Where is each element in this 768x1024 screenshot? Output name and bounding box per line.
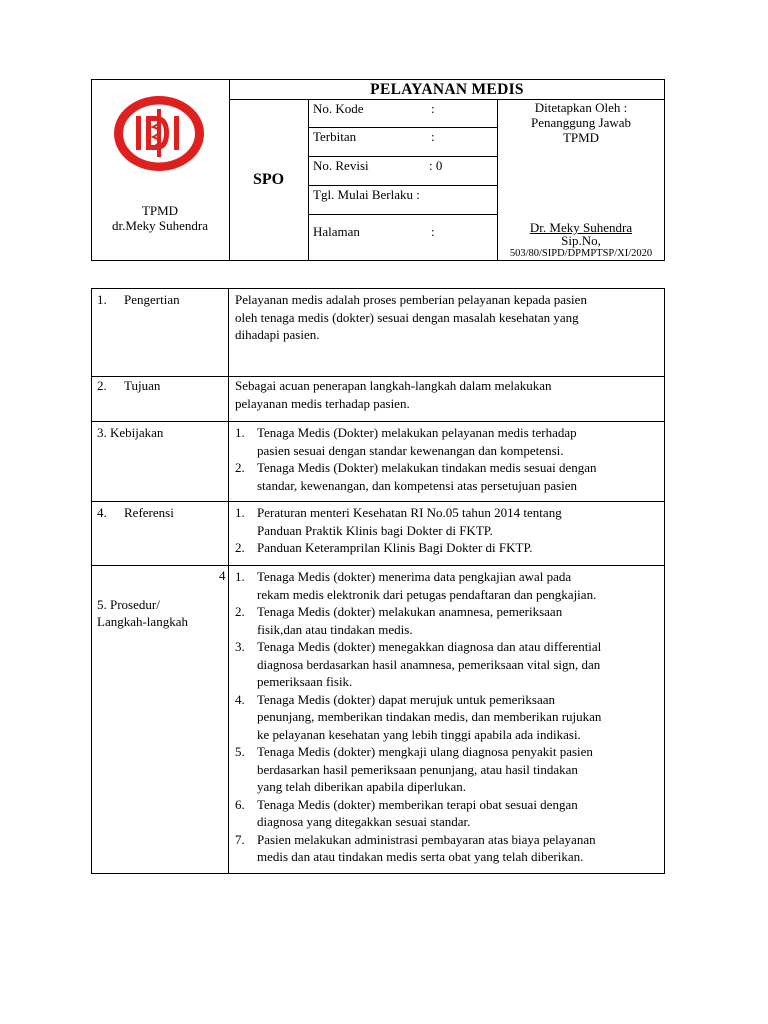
list-item (235, 504, 562, 539)
list-item-num: 6. (235, 796, 245, 812)
list-item-line: Tenaga Medis (dokter) menerima data pengkajian awal pada (257, 569, 572, 584)
field-tgl-mulai-label: Tgl. Mulai Berlaku : (313, 187, 420, 202)
list-item-line: Tenaga Medis (dokter) memberikan terapi obat sesuai dengan (257, 796, 578, 812)
list-item-line: Tenaga Medis (Dokter) melakukan pelayanan medis terhadap (257, 425, 577, 440)
list-item (235, 638, 601, 691)
org-name: TPMD (141, 203, 179, 218)
list-item-line: ke pelayanan kesehatan yang lebih tinggi apabila ada indikasi. (257, 726, 581, 742)
list-item (235, 796, 601, 831)
list-item-num: 5. (235, 744, 245, 759)
list-item (235, 568, 601, 603)
prosedur-list (235, 568, 601, 866)
list-item-line: berdasarkan hasil pemeriksaan penunjang, atau hasil tindakan (257, 761, 578, 777)
referensi-num: 4. (97, 505, 107, 520)
list-item-num: 1. (235, 505, 245, 520)
list-item-num: 1. (235, 425, 245, 440)
list-item-line: pasien sesuai dengan standar kewenangan dan kompetensi. (257, 442, 564, 458)
list-item-num: 2. (235, 460, 245, 475)
pengertian-line: Pelayanan medis adalah proses pemberian pelayanan kepada pasien (235, 292, 587, 307)
signer-name: Dr. Meky Suhendra (529, 220, 633, 235)
tujuan-line: pelayanan medis terhadap pasien. (235, 395, 410, 411)
list-item-line: Tenaga Medis (dokter) melakukan anamnesa, pemeriksaan (257, 604, 563, 619)
list-item-line: fisik,dan atau tindakan medis. (257, 621, 413, 637)
list-item-num: 2. (235, 540, 245, 555)
list-item-line: standar, kewenangan, dan kompetensi atas persetujuan pasien (257, 477, 578, 493)
list-item (235, 831, 601, 866)
list-item (235, 743, 601, 796)
pengertian-num: 1. (97, 292, 107, 307)
list-item-line: Panduan Keteramprilan Klinis Bagi Dokter di FKTP. (257, 540, 533, 555)
org-doctor: dr.Meky Suhendra (111, 218, 209, 233)
list-item-line: rekam medis elektronik dari petugas pendaftaran dan pengkajian. (257, 586, 597, 602)
list-item-line: Peraturan menteri Kesehatan RI No.05 tahun 2014 tentang (257, 505, 562, 520)
document-title: PELAYANAN MEDIS (370, 81, 524, 98)
list-item-line: Tenaga Medis (dokter) mengkaji ulang diagnosa penyakit pasien (257, 744, 593, 759)
field-no-kode-sep: : (431, 101, 435, 116)
idi-logo-graphic (113, 95, 205, 172)
prosedur-label-1: 5. Prosedur/ (97, 597, 160, 612)
list-item-line: medis dan atau tindakan medis serta obat yang telah diberikan. (257, 849, 584, 864)
pengertian-line: dihadapi pasien. (235, 327, 320, 342)
list-item (235, 424, 597, 459)
list-item-num: 1. (235, 569, 245, 584)
list-item-num: 3. (235, 639, 245, 654)
approval-line-3: TPMD (562, 130, 600, 145)
field-no-kode-label: No. Kode (313, 101, 364, 116)
tujuan-text (235, 377, 552, 412)
signer-number: 503/80/SIPD/DPMPTSP/XI/2020 (509, 248, 653, 259)
referensi-list (235, 504, 562, 557)
list-item (235, 459, 597, 494)
tujuan-label: Tujuan (124, 378, 161, 393)
list-item (235, 603, 601, 638)
list-item-line: Pasien melakukan administrasi pembayaran atas biaya pelayanan (257, 831, 596, 847)
field-halaman-label: Halaman (313, 224, 360, 239)
list-item-line: Panduan Praktik Klinis bagi Dokter di FKTP. (257, 522, 493, 538)
list-item (235, 539, 562, 557)
list-item-line: Tenaga Medis (dokter) dapat merujuk untuk pemeriksaan (257, 691, 555, 707)
list-item (235, 691, 601, 744)
signer-sip: Sip.No, (561, 233, 601, 248)
field-terbitan-sep: : (431, 129, 435, 144)
approval-line-2: Penanggung Jawab (530, 115, 631, 130)
tujuan-num: 2. (97, 378, 107, 393)
list-item-line: yang telah diberikan apabila diperlukan. (257, 779, 467, 794)
field-no-revisi-label: No. Revisi (313, 158, 369, 173)
list-item-line: Tenaga Medis (Dokter) melakukan tindakan medis sesuai dengan (257, 460, 597, 475)
tujuan-line: Sebagai acuan penerapan langkah-langkah dalam melakukan (235, 378, 552, 393)
list-item-line: diagnosa berdasarkan hasil anamnesa, pemeriksaan vital sign, dan (257, 656, 601, 672)
spo-label: SPO (252, 171, 285, 188)
list-item-num: 2. (235, 604, 245, 619)
pengertian-label: Pengertian (124, 292, 180, 307)
referensi-label: Referensi (124, 505, 174, 520)
list-item-num: 7. (235, 831, 245, 847)
list-item-line: pemeriksaan fisik. (257, 674, 353, 689)
field-halaman-sep: : (431, 224, 435, 239)
list-item-line: Tenaga Medis (dokter) menegakkan diagnosa dan atau differential (257, 639, 602, 654)
kebijakan-list (235, 424, 597, 494)
field-terbitan-label: Terbitan (313, 129, 357, 144)
idi-logo (113, 95, 205, 172)
prosedur-stray-number: 4 (219, 568, 226, 583)
prosedur-label-2: Langkah-langkah (97, 614, 188, 629)
list-item-num: 4. (235, 691, 245, 707)
approval-line-1: Ditetapkan Oleh : (534, 100, 628, 115)
pengertian-text (235, 291, 587, 344)
kebijakan-label: 3. Kebijakan (97, 425, 164, 440)
field-no-revisi-sep: : 0 (429, 158, 443, 173)
pengertian-line: oleh tenaga medis (dokter) sesuai dengan masalah kesehatan yang (235, 309, 579, 325)
list-item-line: penunjang, memberikan tindakan medis, dan memberikan rujukan (257, 709, 602, 724)
list-item-line: diagnosa yang ditegakkan sesuai standar. (257, 814, 471, 829)
